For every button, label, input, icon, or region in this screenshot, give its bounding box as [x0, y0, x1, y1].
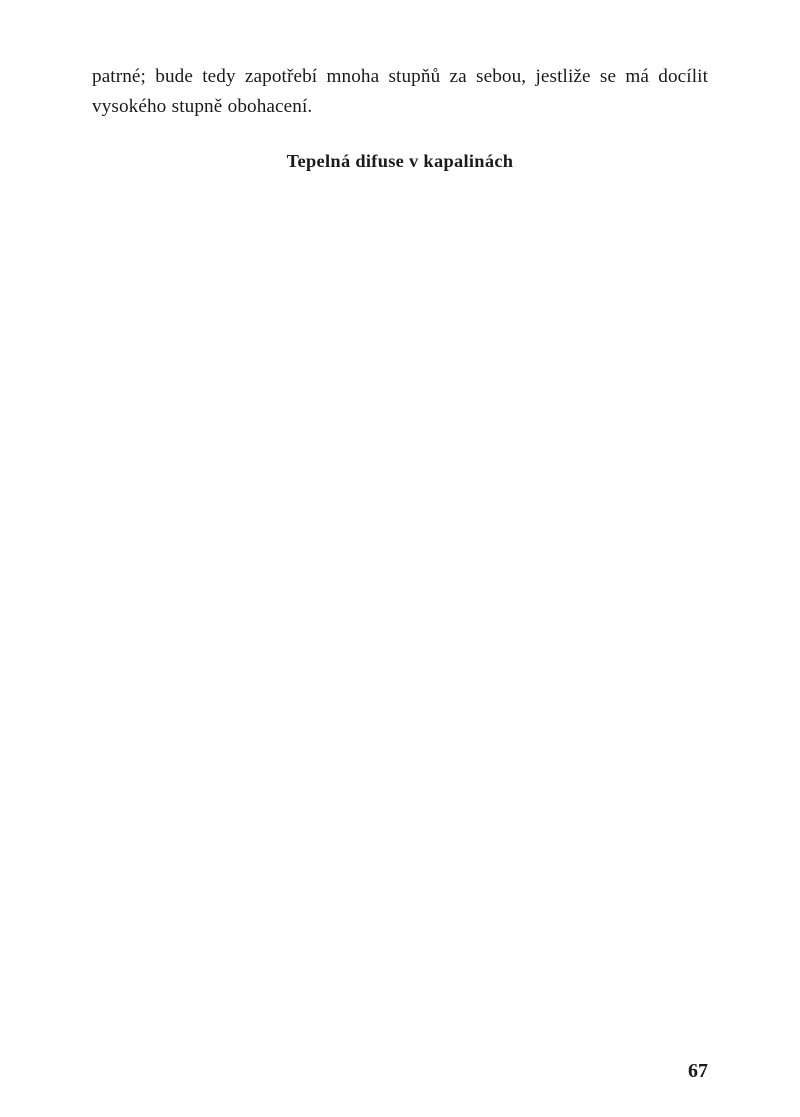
text-block-before-heading [92, 62, 708, 121]
paragraph-continuation [92, 62, 708, 121]
body-text: patrné; bude tedy zapotřebí mnoha stupňů za sebou, jestliže se má docílit vysokého stupně obohacení. [92, 66, 708, 117]
section-heading: Tepelná difuse v kapalinách [286, 151, 514, 172]
page-number: 67 [688, 1060, 708, 1082]
